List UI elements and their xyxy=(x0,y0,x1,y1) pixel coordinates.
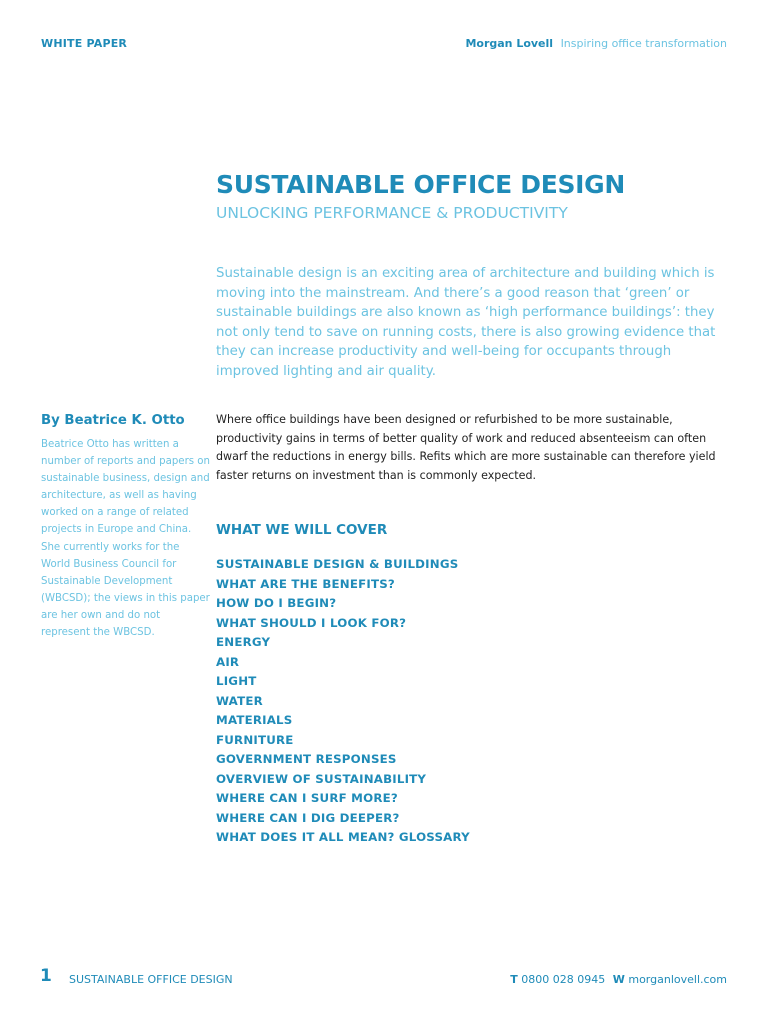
author-name: By Beatrice K. Otto xyxy=(41,413,185,428)
contents-item: MATERIALS xyxy=(216,713,293,727)
contents-item: ENERGY xyxy=(216,635,271,649)
header-brand xyxy=(465,37,727,50)
intro-paragraph: Sustainable design is an exciting area of architecture and building which is moving into the mainstream. And there’s a good reason that ‘green’ or sustainable buildings are also known as ‘high performance buildings’: they not only tend to save on running costs, there is also growing evidence that they can increase productivity and well-being for occupants through improved lighting and air quality. xyxy=(216,266,716,379)
contents-list xyxy=(216,555,470,848)
page-subtitle: UNLOCKING PERFORMANCE & PRODUCTIVITY xyxy=(216,204,568,222)
contents-heading: WHAT WE WILL COVER xyxy=(216,522,388,538)
web-label: W xyxy=(612,973,625,986)
contents-item: WHAT ARE THE BENEFITS? xyxy=(216,576,395,591)
author-bio: Beatrice Otto has written a number of reports and papers on sustainable business, design and architecture, as well as having worked on a range of related projects in Europe and China. She currently works for the World Business Council for Sustainable Development (WBCSD); the views in this paper are her own and do not represent the WBCSD. xyxy=(41,439,210,639)
page-number: 1 xyxy=(40,966,52,986)
brand-name: Morgan Lovell xyxy=(465,37,554,50)
contents-item: WHERE CAN I SURF MORE? xyxy=(216,791,398,805)
contents-item: WHAT SHOULD I LOOK FOR? xyxy=(216,615,407,630)
doc-type-label: WHITE PAPER xyxy=(41,37,128,50)
phone-number: 0800 028 0945 xyxy=(521,973,606,986)
contents-item: GOVERNMENT RESPONSES xyxy=(216,752,397,766)
contents-item: WHERE CAN I DIG DEEPER? xyxy=(216,810,400,825)
footer-contact xyxy=(510,973,727,986)
contents-item: FURNITURE xyxy=(216,732,294,747)
page-title: SUSTAINABLE OFFICE DESIGN xyxy=(216,170,626,199)
phone-label: T xyxy=(510,973,518,986)
brand-tagline: Inspiring office transformation xyxy=(560,37,727,50)
contents-item: WHAT DOES IT ALL MEAN? GLOSSARY xyxy=(216,830,470,844)
contents-item: AIR xyxy=(216,654,240,669)
contents-item: HOW DO I BEGIN? xyxy=(216,596,337,610)
footer-title: SUSTAINABLE OFFICE DESIGN xyxy=(69,973,233,986)
body-paragraph: Where office buildings have been designed or refurbished to be more sustainable, productivity gains in terms of better quality of work and reduced absenteeism can often dwarf the reductions in energy bills. Refits which are more sustainable can therefore yield faster returns on investment than is commonly expected. xyxy=(216,413,716,482)
contents-item: SUSTAINABLE DESIGN & BUILDINGS xyxy=(216,557,459,571)
website-link[interactable]: morganlovell.com xyxy=(628,973,727,986)
contents-item: LIGHT xyxy=(216,674,257,688)
contents-item: OVERVIEW OF SUSTAINABILITY xyxy=(216,771,427,786)
contents-item: WATER xyxy=(216,693,263,708)
